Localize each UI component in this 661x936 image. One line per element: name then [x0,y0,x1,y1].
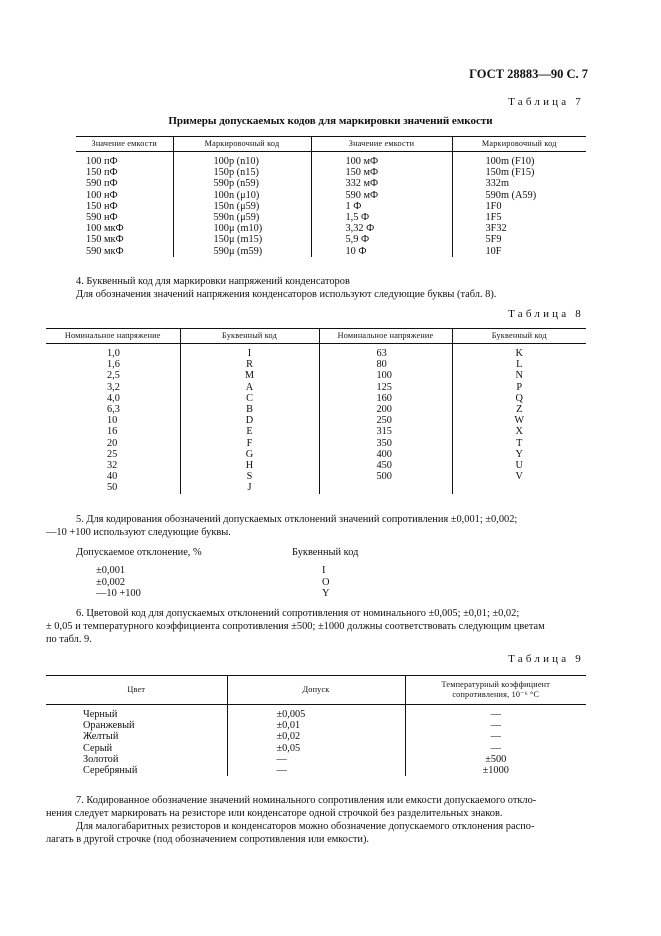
table-cell: D [180,415,319,426]
table-cell: 590m (A59) [452,190,586,201]
table-cell: 10F [452,246,586,257]
table-cell: 200 [319,404,452,415]
table-cell: 150 пФ [86,167,118,179]
table-cell: 100μ (m10) [173,223,311,234]
table7 [76,136,586,257]
table-cell: Y [452,449,586,460]
table-cell: ±1000 [405,765,586,776]
section5-deviation-list [96,565,206,600]
table-cell: 590 мФ [311,190,452,201]
section4-text: Для обозначения значений напряжения конденсаторов используют следующие буквы (табл. 8). [76,289,497,300]
table-cell: 10 [107,415,118,427]
table8-header-row [46,329,586,344]
table8 [46,328,586,494]
table-cell: 100 нФ [86,189,118,201]
table-cell: 590 мкФ [86,245,124,257]
table-row [76,190,586,201]
table-cell: 4,0 [107,392,120,404]
deviation-value: ±0,002 [96,576,126,588]
table-cell: 10 Ф [311,246,452,257]
table-cell: 32 [107,460,118,472]
table-cell: F [180,438,319,449]
deviation-value: ±0,001 [96,565,126,576]
table-cell: 160 [319,393,452,404]
table-cell: ±0,01 [227,720,405,731]
table-cell: — [405,731,586,742]
section7-line2: нения следует маркировать на резисторе или конденсаторе одной строчкой без разделительных знаков. [46,808,503,819]
table-cell: Желтый [83,731,119,743]
section4-heading: 4. Буквенный код для маркировки напряжений конденсаторов [76,276,350,287]
table-cell: 150 мФ [311,167,452,178]
table-cell: 350 [319,438,452,449]
table-row [46,720,586,731]
table-cell: — [405,720,586,731]
table-cell: R [180,359,319,370]
table8-header-cell: Буквенный код [452,329,586,344]
table-cell: 590n (μ59) [173,212,311,223]
table-cell: 1F0 [452,201,586,212]
table8-caption: Таблица 8 [508,308,584,320]
table-cell: 100 мФ [311,152,452,168]
table-cell: 3,32 Ф [311,223,452,234]
table-row [76,201,586,212]
table-row [76,212,586,223]
table-cell: Серебряный [83,765,138,777]
table7-header-cell: Маркировочный код [173,137,311,152]
section7-line3: Для малогабаритных резисторов и конденсаторов можно обозначение допускаемого отклонения распо- [76,821,535,832]
table-cell: C [180,393,319,404]
table-cell: T [452,438,586,449]
letter-code: O [322,576,330,588]
table-cell: — [227,765,405,776]
table-cell: 1,5 Ф [311,212,452,223]
table-row [76,167,586,178]
table-cell: P [452,382,586,393]
table-row [46,393,586,404]
table-cell: 5F9 [452,234,586,245]
table-cell: 3F32 [452,223,586,234]
table-cell: ±500 [405,754,586,765]
table-row [46,415,586,426]
table7-caption: Таблица 7 [508,96,584,108]
table-cell: 80 [319,359,452,370]
table-cell: X [452,426,586,437]
table-row [46,359,586,370]
table-cell: 100m (F10) [452,152,586,168]
table-cell: N [452,370,586,381]
table-cell: 1F5 [452,212,586,223]
table-row [46,449,586,460]
table-cell: B [180,404,319,415]
table7-header-cell: Значение емкости [76,137,173,152]
section5-code-list [322,565,352,600]
table-cell: A [180,382,319,393]
section5-line2: —10 +100 используют следующие буквы. [46,527,231,538]
table-cell: K [452,344,586,360]
table-cell: U [452,460,586,471]
table7-body [76,152,586,257]
table9-header-row [46,676,586,705]
table8-body [46,344,586,494]
table-row [46,438,586,449]
section7-line4: лагать в другой строчке (под обозначением сопротивления или емкости). [46,834,370,845]
table-cell: M [180,370,319,381]
section7-line1: 7. Кодированное обозначение значений номинального сопротивления или емкости допускаемого откло- [76,795,537,806]
section5-col2-header: Буквенный код [292,547,359,558]
table-cell: 100n (μ10) [173,190,311,201]
table-cell: W [452,415,586,426]
table-cell: — [227,754,405,765]
table-cell: 5,9 Ф [311,234,452,245]
table-cell: 6,3 [107,404,120,416]
section5-line1: 5. Для кодирования обозначений допускаемых отклонений значений сопротивления ±0,001; ±0,002; [76,514,518,525]
table9-header-cell: Цвет [46,676,227,705]
table-cell: 315 [319,426,452,437]
table8-header-cell: Буквенный код [180,329,319,344]
section5-col1-header: Допускаемое отклонение, % [76,547,202,558]
section6-line1: 6. Цветовой код для допускаемых отклонений сопротивления от номинального ±0,005; ±0,01; ±0,02; [76,608,520,619]
table-cell: G [180,449,319,460]
table-cell: ±0,005 [227,705,405,721]
table-cell: 150 нФ [86,200,118,212]
table-row [46,344,586,360]
table-cell: Серый [83,742,113,754]
table-cell: 1,0 [107,348,120,359]
table-row [46,370,586,381]
table-row [46,404,586,415]
table-cell: 590μ (m59) [173,246,311,257]
table-row [76,246,586,257]
table-cell: L [452,359,586,370]
table-cell: H [180,460,319,471]
table-cell: Z [452,404,586,415]
table-cell: 590 нФ [86,212,118,224]
table-row [76,152,586,168]
table-cell: — [405,705,586,721]
table-cell: 250 [319,415,452,426]
table-cell: 150p (n15) [173,167,311,178]
table-row [46,705,586,721]
table-cell: 590 пФ [86,178,118,190]
table7-title: Примеры допускаемых кодов для маркировки значений емкости [168,115,493,127]
table-row [76,223,586,234]
table9-caption: Таблица 9 [508,653,584,665]
deviation-value: —10 +100 [96,588,141,599]
table-cell: 100p (n10) [173,152,311,168]
letter-code: Y [322,588,330,599]
table-row [46,482,586,493]
table9-header-line: сопротивления, 10⁻⁶ °С [452,690,540,699]
table-cell [319,482,452,493]
letter-code: I [322,565,326,576]
table-cell: 332 мФ [311,178,452,189]
table-cell: 25 [107,448,118,460]
section6-line2: ± 0,05 и температурного коэффициента сопротивления ±500; ±1000 должны соответствовать следующим цветам [46,621,545,632]
section6-line3: по табл. 9. [46,634,92,645]
table-cell: 125 [319,382,452,393]
table9 [46,675,586,776]
table-cell: 100 мкФ [86,223,124,235]
table-cell: 40 [107,471,118,483]
table-cell: — [405,743,586,754]
table-row [46,426,586,437]
table-cell: I [180,344,319,360]
table-cell: 100 пФ [86,156,118,167]
table-cell: 332m [452,178,586,189]
table-cell: 3,2 [107,381,120,393]
table-row [46,765,586,776]
table-cell: 450 [319,460,452,471]
table9-header-line: Температурный коэффициент [441,680,551,689]
table9-header-cell [405,676,586,705]
table-cell: Черный [83,709,118,720]
table8-header-cell: Номинальное напряжение [46,329,180,344]
table-cell: ±0,02 [227,731,405,742]
table-cell: 1 Ф [311,201,452,212]
table-cell: 150 мкФ [86,234,124,246]
table7-header-cell: Маркировочный код [452,137,586,152]
table-cell: 150n (μ59) [173,201,311,212]
table-row [46,743,586,754]
table-cell: Q [452,393,586,404]
table-cell [452,482,586,493]
page-header: ГОСТ 28883—90 С. 7 [469,67,588,81]
table-cell: ±0,05 [227,743,405,754]
table-cell: 16 [107,426,118,438]
table7-header-cell: Значение емкости [311,137,452,152]
table-cell: 590p (n59) [173,178,311,189]
table-cell: E [180,426,319,437]
table-row [76,178,586,189]
table9-header-cell: Допуск [227,676,405,705]
table-row [46,471,586,482]
table-cell: 500 [319,471,452,482]
table-cell: V [452,471,586,482]
table-cell: 400 [319,449,452,460]
table-cell: 63 [319,344,452,360]
table9-body [46,705,586,777]
table-row [46,460,586,471]
table-cell: J [180,482,319,493]
table-row [76,234,586,245]
table8-header-cell: Номинальное напряжение [319,329,452,344]
table-cell: 100 [319,370,452,381]
table-cell: 50 [107,482,118,494]
table-cell: Оранжевый [83,720,135,732]
table-cell: 150μ (m15) [173,234,311,245]
table-row [46,382,586,393]
table7-header-row [76,137,586,152]
table-cell: Золотой [83,753,119,765]
table-row [46,754,586,765]
table-row [46,731,586,742]
table-cell: 2,5 [107,370,120,382]
table-cell: 1,6 [107,359,120,371]
table-cell: 20 [107,437,118,449]
table-cell: 150m (F15) [452,167,586,178]
table-cell: S [180,471,319,482]
